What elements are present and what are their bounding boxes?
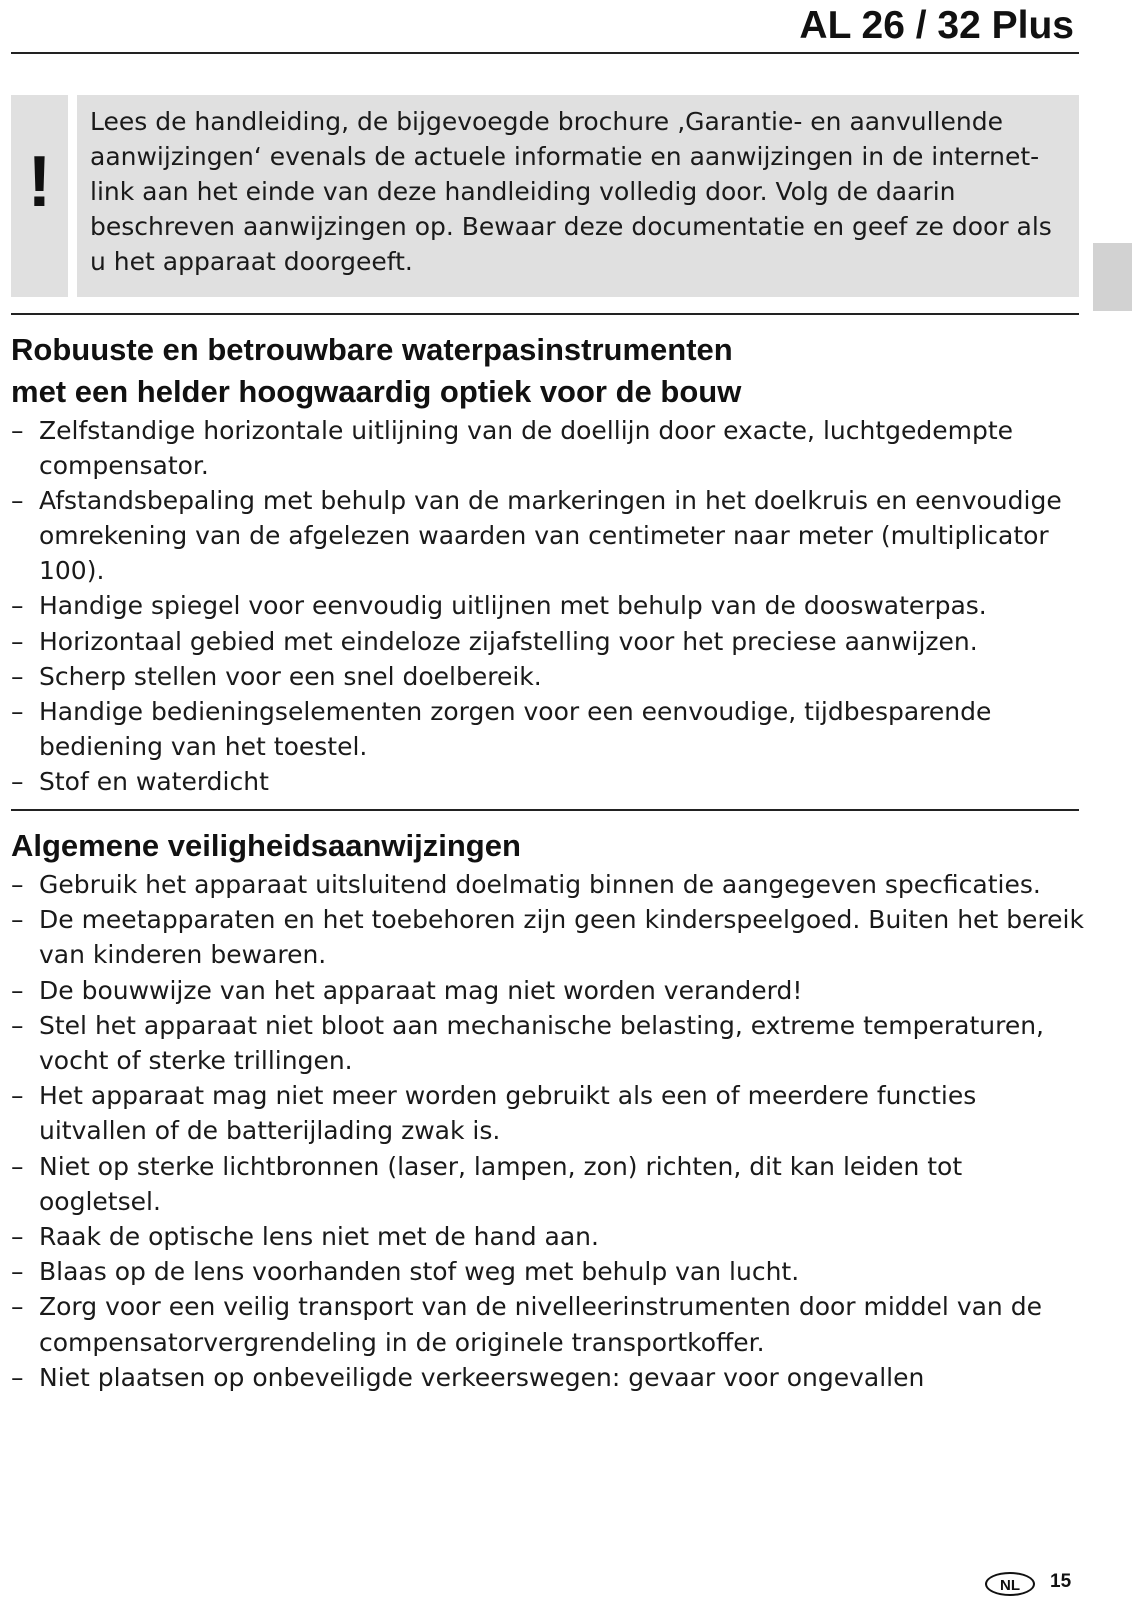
list-item: – Blaas op de lens voorhanden stof weg met behulp van lucht. [11, 1254, 1091, 1289]
list-item: – Niet op sterke lichtbronnen (laser, lampen, zon) richten, dit kan leiden tot oogletsel. [11, 1149, 1091, 1219]
features-heading [11, 329, 1091, 413]
page-number: 15 [1050, 1571, 1072, 1592]
list-item: – Afstandsbepaling met behulp van de markeringen in het doelkruis en eenvoudige omrekening van de afgelezen waarden van centimeter naar meter (multiplicator 100). [11, 483, 1091, 588]
list-item: – Stof en waterdicht [11, 764, 1091, 799]
features-heading-line1: Robuuste en betrouwbare waterpasinstrumenten [11, 332, 733, 367]
exclamation-mark: ! [27, 142, 52, 222]
list-item: – Handige spiegel voor eenvoudig uitlijnen met behulp van de dooswaterpas. [11, 588, 1091, 623]
safety-list [11, 867, 1091, 1395]
list-item: – Zorg voor een veilig transport van de nivelleerinstrumenten door middel van de compensatorvergrendeling in de originele transportkoffer. [11, 1289, 1091, 1359]
list-item: – De meetapparaten en het toebehoren zijn geen kinderspeelgoed. Buiten het bereik van kinderen bewaren. [11, 902, 1091, 972]
header-rule [11, 52, 1079, 54]
section-divider [11, 809, 1079, 811]
list-item: – Het apparaat mag niet meer worden gebruikt als een of meerdere functies uitvallen of de batterijlading zwak is. [11, 1078, 1091, 1148]
list-item: – Scherp stellen voor een snel doelbereik. [11, 659, 1091, 694]
notice-text: Lees de handleiding, de bijgevoegde brochure ‚Garantie- en aanvullende aanwijzingen‘ evenals de actuele informatie en aanwijzingen in de internet-link aan het einde van deze handleiding volledig door. Volg de daarin beschreven aanwijzingen op. Bewaar deze documentatie en geef ze door als u het apparaat doorgeeft. [90, 107, 1052, 276]
list-item: – De bouwwijze van het apparaat mag niet worden veranderd! [11, 973, 1091, 1008]
warning-icon [11, 95, 68, 297]
notice-box [77, 95, 1079, 297]
features-heading-line2: met een helder hoogwaardig optiek voor de bouw [11, 374, 742, 409]
document-title: AL 26 / 32 Plus [799, 4, 1074, 47]
list-item: – Zelfstandige horizontale uitlijning van de doellijn door exacte, luchtgedempte compensator. [11, 413, 1091, 483]
list-item: – Raak de optische lens niet met de hand aan. [11, 1219, 1091, 1254]
list-item: – Stel het apparaat niet bloot aan mechanische belasting, extreme temperaturen, vocht of sterke trillingen. [11, 1008, 1091, 1078]
list-item: – Gebruik het apparaat uitsluitend doelmatig binnen de aangegeven specficaties. [11, 867, 1091, 902]
list-item: – Handige bedieningselementen zorgen voor een eenvoudige, tijdbesparende bediening van het toestel. [11, 694, 1091, 764]
section-divider [11, 313, 1079, 315]
list-item: – Niet plaatsen op onbeveiligde verkeerswegen: gevaar voor ongevallen [11, 1360, 1091, 1395]
language-badge: NL [985, 1572, 1035, 1596]
safety-heading: Algemene veiligheidsaanwijzingen [11, 828, 521, 863]
features-section [11, 329, 1091, 799]
page-side-tab [1093, 243, 1132, 311]
safety-section [11, 825, 1091, 1395]
features-list [11, 413, 1091, 799]
list-item: – Horizontaal gebied met eindeloze zijafstelling voor het preciese aanwijzen. [11, 624, 1091, 659]
